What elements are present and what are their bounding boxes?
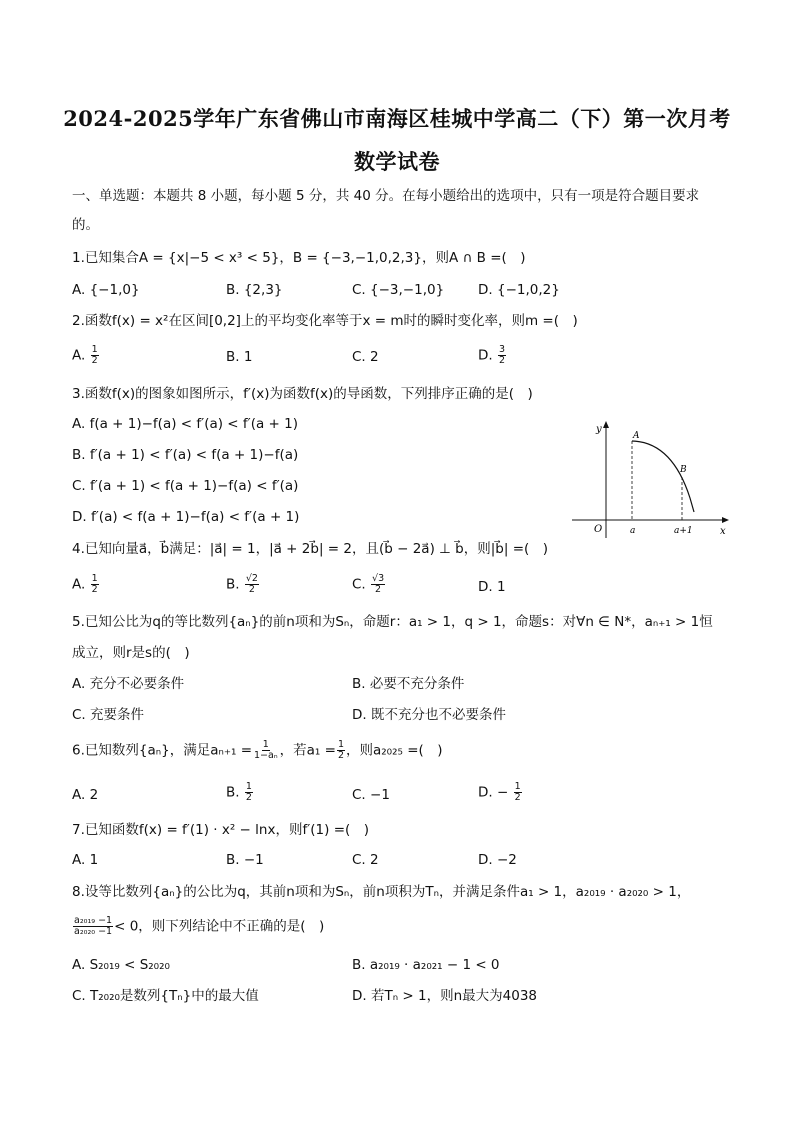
question-4-stem: 4.已知向量a⃗，b⃗满足：|a⃗| = 1，|a⃗ + 2b⃗| = 2，且(b⃗ − 2a⃗) ⊥ b⃗，则|b⃗| =( ) [72,541,549,557]
q2-option-d-fraction [498,345,506,366]
q8-option-d: D. 若Tₙ > 1，则n最大为4038 [352,988,537,1004]
exam-subtitle: 数学试卷 [354,149,440,174]
frac-num: 1 [91,573,98,584]
tick-a1-label: a+1 [674,526,693,536]
question-7-stem: 7.已知函数f(x) = f′(1) · x² − lnx，则f′(1) =( ) [72,822,370,838]
frac-den: 2 [514,792,521,803]
frac-num: 1 [91,344,98,355]
q1-option-a: A. {−1,0} [72,282,140,298]
q2-option-d-label: D. [478,347,493,364]
q6-option-b [226,782,254,803]
q1-option-b: B. {2,3} [226,282,283,298]
q4-option-c-fraction [371,574,385,595]
q6-stem-part3: ，则a₂₀₂₅ =( ) [345,742,443,759]
q8-option-c: C. T₂₀₂₀是数列{Tₙ}中的最大值 [72,988,259,1004]
q7-option-c: C. 2 [352,852,379,868]
frac-num: √2 [245,573,258,584]
q1-option-c: C. {−3,−1,0} [352,282,445,298]
frac-den: 2 [498,355,506,366]
q4-option-b-label: B. [226,576,240,593]
q2-option-a-fraction [91,345,99,366]
q2-option-c: C. 2 [352,349,379,365]
frac-den: 1−aₙ [254,750,278,761]
q3-option-d: D. f′(a) < f(a + 1)−f(a) < f′(a + 1) [72,509,300,525]
q5-option-c: C. 充要条件 [72,707,145,723]
point-b-label: B [680,465,687,475]
q3-option-c: C. f′(a + 1) < f(a + 1)−f(a) < f′(a) [72,478,299,494]
q4-option-a [72,574,100,595]
q7-option-b: B. −1 [226,852,264,868]
y-axis-arrow [603,421,609,428]
q2-option-b: B. 1 [226,349,253,365]
q3-option-a: A. f(a + 1)−f(a) < f′(a) < f′(a + 1) [72,416,299,432]
q4-option-a-fraction [91,574,99,595]
frac-den: a₂₀₂₀ −1 [74,926,113,937]
q6-option-c: C. −1 [352,787,390,803]
question-2-stem: 2.函数f(x) = x²在区间[0,2]上的平均变化率等于x = m时的瞬时变化率，则m =( ) [72,313,578,329]
q2-option-a [72,345,100,366]
q5-option-d: D. 既不充分也不必要条件 [352,707,506,723]
q8-option-b: B. a₂₀₁₉ · a₂₀₂₁ − 1 < 0 [352,957,500,973]
q7-option-d: D. −2 [478,852,517,868]
q5-option-b: B. 必要不充分条件 [352,676,465,692]
frac-num: √3 [372,573,385,584]
frac-den: 2 [91,584,98,595]
q7-option-a: A. 1 [72,852,99,868]
frac-num: 1 [262,739,269,750]
frac-den: 2 [91,355,98,366]
question-5-stem: 5.已知公比为q的等比数列{aₙ}的前n项和为Sₙ，命题r：a₁ > 1，q > 1，命题s：对∀n ∈ N*，aₙ₊₁ > 1恒 [72,614,713,630]
question-8-stem: 8.设等比数列{aₙ}的公比为q，其前n项和为Sₙ，前n项积为Tₙ，并满足条件a₁ > 1，a₂₀₁₉ · a₂₀₂₀ > 1， [72,884,691,900]
q6-option-a: A. 2 [72,787,99,803]
x-axis-label: x [720,526,726,537]
q3-option-b: B. f′(a + 1) < f′(a) < f(a + 1)−f(a) [72,447,299,463]
q4-option-c [352,574,386,595]
q6-option-d [478,782,523,803]
frac-den: 2 [248,584,255,595]
frac-den: 2 [375,584,382,595]
question-1-stem: 1.已知集合A = {x|−5 < x³ < 5}，B = {−3,−1,0,2,3}，则A ∩ B =( ) [72,250,526,266]
q4-option-a-label: A. [72,576,86,593]
section-intro: 一、单选题：本题共 8 小题，每小题 5 分，共 40 分。在每小题给出的选项中，只有一项是符合题目要求 [72,188,700,204]
question-6-stem [72,740,443,761]
exam-title: 2024-2025学年广东省佛山市南海区桂城中学高二（下）第一次月考 [63,106,731,131]
q6-option-d-label: D. − [478,784,509,801]
q6-option-b-label: B. [226,784,240,801]
q6-stem-part1: 6.已知数列{aₙ}，满足aₙ₊₁ = [72,742,253,759]
q6-initial-fraction [337,740,345,761]
q1-option-d: D. {−1,0,2} [478,282,560,298]
q6-option-d-fraction [514,782,522,803]
frac-num: 1 [514,781,521,792]
q5-option-a: A. 充分不必要条件 [72,676,185,692]
q4-option-d: D. 1 [478,579,506,595]
x-axis-arrow [722,517,729,523]
point-a-label: A [633,431,640,441]
question-8-stem-cont [72,916,324,937]
origin-label: O [594,524,603,535]
q8-option-a: A. S₂₀₁₉ < S₂₀₂₀ [72,957,170,973]
q8-condition-fraction [73,916,113,937]
question-3-stem: 3.函数f(x)的图象如图所示，f′(x)为函数f(x)的导函数，下列排序正确的是( ) [72,386,533,402]
q6-recurrence-fraction [253,740,279,761]
q3-function-graph [572,420,732,538]
y-axis-label: y [596,424,602,435]
frac-num: a₂₀₁₉ −1 [74,915,113,926]
function-curve [632,441,694,512]
q2-option-d [478,345,507,366]
q2-option-a-label: A. [72,347,86,364]
question-5-stem-cont: 成立，则r是s的( ) [72,645,190,661]
q6-stem-part2: ，若a₁ = [279,742,336,759]
section-intro-cont: 的。 [72,217,99,233]
q4-option-b [226,574,260,595]
q4-option-b-fraction [245,574,259,595]
q6-option-b-fraction [245,782,253,803]
frac-num: 1 [337,739,344,750]
q4-option-c-label: C. [352,576,366,593]
frac-den: 2 [245,792,252,803]
tick-a-label: a [630,526,636,536]
frac-den: 2 [337,750,344,761]
frac-num: 1 [245,781,252,792]
frac-num: 3 [498,344,506,355]
q8-stem-rest: < 0，则下列结论中不正确的是( ) [114,918,325,935]
